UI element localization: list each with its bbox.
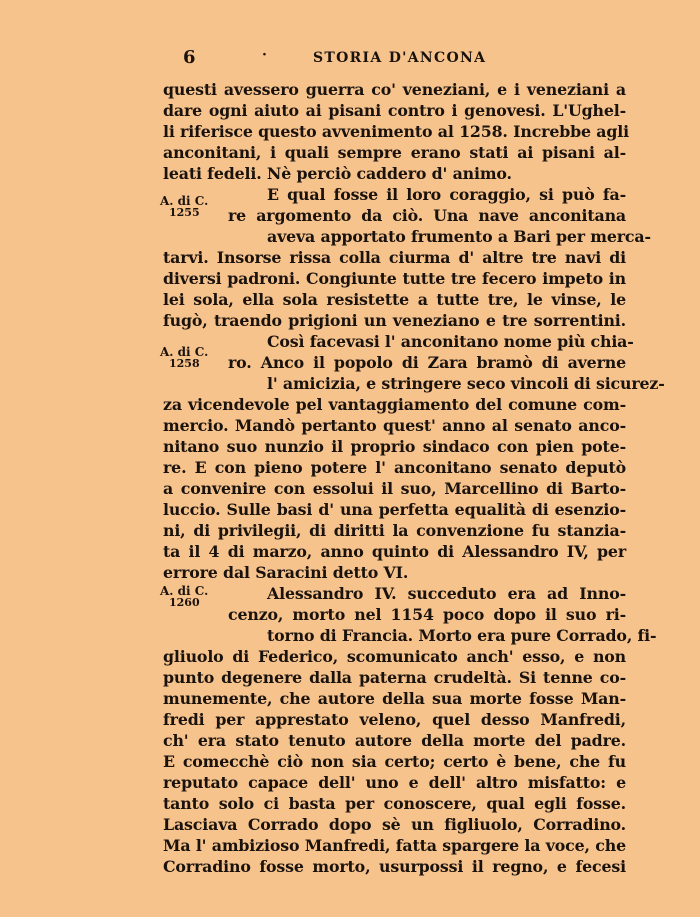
text-line: aveva apportato frumento a Bari per merca-	[267, 227, 651, 246]
text-line: lei sola, ella sola resistette a tutte tre, le vinse, le	[163, 290, 626, 309]
text-line: fredi per apprestato veleno, quel desso Manfredi,	[163, 710, 626, 729]
text-line: za vicendevole pel vantaggiamento del comune com-	[163, 395, 626, 414]
text-line: ro. Anco il popolo di Zara bramò di averne	[228, 353, 626, 372]
text-line: dare ogni aiuto ai pisani contro i genovesi. L'Ughel-	[163, 101, 626, 120]
text-line: re argomento da ciò. Una nave anconitana	[228, 206, 626, 225]
page-number: 6	[183, 47, 196, 68]
text-line: a convenire con essolui il suo, Marcellino di Barto-	[163, 479, 626, 498]
text-line: ni, di privilegii, di diritti la convenzione fu stanzia-	[163, 521, 626, 540]
text-line: tarvi. Insorse rissa colla ciurma d' altre tre navi di	[163, 248, 626, 267]
margin-note-year: 1258	[169, 357, 200, 370]
text-line: questi avessero guerra co' veneziani, e i veneziani a	[163, 80, 626, 99]
text-line: luccio. Sulle basi d' una perfetta equalità di esenzio-	[163, 500, 626, 519]
text-line: ch' era stato tenuto autore della morte del padre.	[163, 731, 626, 750]
text-line: E qual fosse il loro coraggio, si può fa-	[267, 185, 626, 204]
running-title: STORIA D'ANCONA	[313, 50, 487, 66]
running-header	[0, 47, 700, 71]
margin-note	[160, 195, 218, 219]
text-line: Così facevasi l' anconitano nome più chia-	[267, 332, 634, 351]
text-line: punto degenere dalla paterna crudeltà. Si tenne co-	[163, 668, 626, 687]
text-line: E comecchè ciò non sia certo; certo è bene, che fu	[163, 752, 626, 771]
text-line: re. E con pieno potere l' anconitano senato deputò	[163, 458, 626, 477]
header-separator: ·	[262, 47, 267, 63]
text-line: leati fedeli. Nè perciò caddero d' animo.	[163, 164, 512, 183]
text-line: gliuolo di Federico, scomunicato anch' esso, e non	[163, 647, 626, 666]
margin-note-label: A. di C.	[160, 194, 209, 208]
margin-note-label: A. di C.	[160, 584, 209, 598]
text-line: tanto solo ci basta per conoscere, qual egli fosse.	[163, 794, 626, 813]
text-line: cenzo, morto nel 1154 poco dopo il suo ri-	[228, 605, 626, 624]
margin-note-year: 1260	[169, 596, 200, 609]
text-line: diversi padroni. Congiunte tutte tre fecero impeto in	[163, 269, 626, 288]
text-line: anconitani, i quali sempre erano stati ai pisani al-	[163, 143, 626, 162]
margin-note	[160, 585, 218, 609]
text-line: l' amicizia, e stringere seco vincoli di sicurez-	[267, 374, 665, 393]
text-line: reputato capace dell' uno e dell' altro misfatto: e	[163, 773, 626, 792]
text-line: li riferisce questo avvenimento al 1258. Increbbe agli	[163, 122, 629, 141]
text-line: mercio. Mandò pertanto quest' anno al senato anco-	[163, 416, 626, 435]
text-line: ta il 4 di marzo, anno quinto di Alessandro IV, per	[163, 542, 626, 561]
text-line: torno di Francia. Morto era pure Corrado, fi-	[267, 626, 657, 645]
text-line: fugò, traendo prigioni un veneziano e tre sorrentini.	[163, 311, 626, 330]
text-line: Lasciava Corrado dopo sè un figliuolo, Corradino.	[163, 815, 626, 834]
text-line: Ma l' ambizioso Manfredi, fatta spargere la voce, che	[163, 836, 626, 855]
margin-note-label: A. di C.	[160, 345, 209, 359]
text-line: Alessandro IV. succeduto era ad Inno-	[267, 584, 626, 603]
text-line: errore dal Saracini detto VI.	[163, 563, 409, 582]
text-line: munemente, che autore della sua morte fosse Man-	[163, 689, 626, 708]
margin-note-year: 1255	[169, 206, 200, 219]
text-line: nitano suo nunzio il proprio sindaco con pien pote-	[163, 437, 626, 456]
margin-note	[160, 346, 218, 370]
text-line: Corradino fosse morto, usurpossi il regno, e fecesi	[163, 857, 626, 876]
